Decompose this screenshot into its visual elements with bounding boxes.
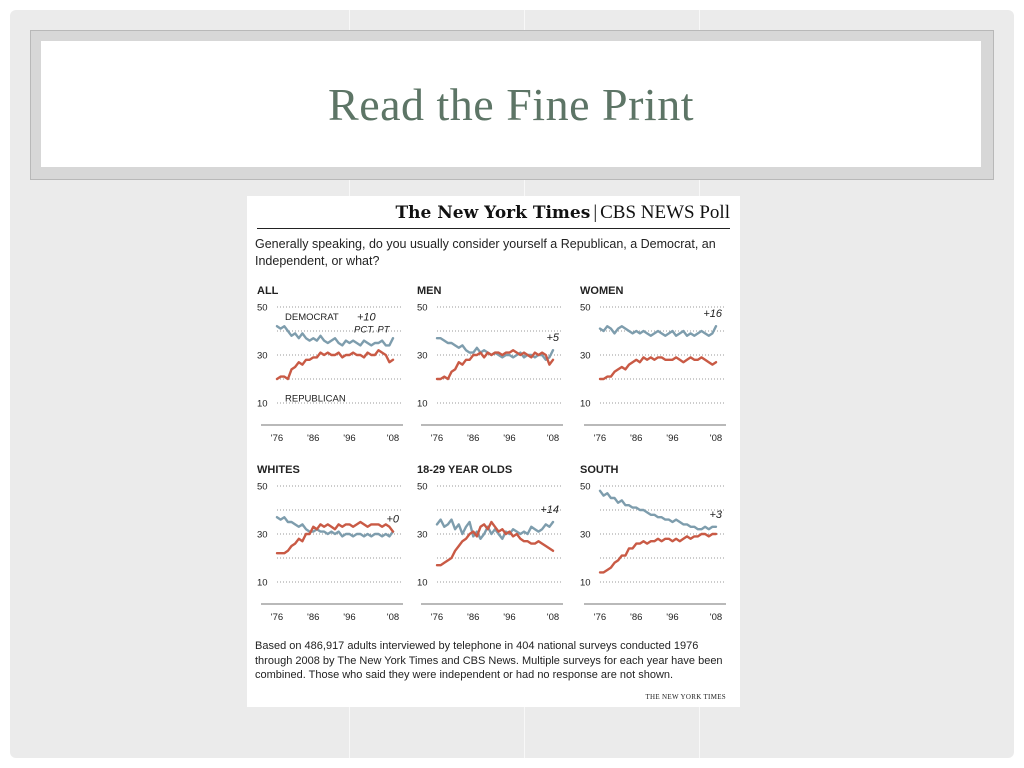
- y-tick-label: 30: [257, 529, 268, 541]
- x-tick-label: '96: [343, 433, 356, 444]
- masthead-separator: |: [593, 202, 598, 223]
- margin-annotation-unit: PCT. PT: [354, 324, 390, 336]
- x-tick-label: '86: [307, 612, 320, 623]
- democrat-line: [437, 338, 553, 360]
- republican-line: [437, 350, 553, 379]
- y-tick-label: 30: [580, 350, 591, 362]
- y-tick-label: 10: [257, 577, 268, 589]
- democrat-line: [600, 326, 716, 336]
- chart-title: ALL: [257, 285, 279, 297]
- chart-title: WHITES: [257, 464, 300, 476]
- y-tick-label: 50: [257, 481, 268, 493]
- charts-grid: [247, 196, 740, 707]
- x-tick-label: '76: [270, 433, 284, 444]
- poll-question: Generally speaking, do you usually consider yourself a Republican, a Democrat, an Independent, or what?: [255, 237, 716, 268]
- x-tick-label: '08: [386, 433, 400, 444]
- y-tick-label: 50: [257, 302, 268, 314]
- margin-annotation: +10: [357, 311, 376, 324]
- x-tick-label: '76: [593, 433, 607, 444]
- x-tick-label: '08: [709, 433, 723, 444]
- margin-annotation: +16: [703, 308, 722, 321]
- x-tick-label: '96: [503, 612, 516, 623]
- y-tick-label: 10: [417, 577, 428, 589]
- y-tick-label: 10: [580, 577, 591, 589]
- chart-title: SOUTH: [580, 464, 619, 476]
- y-tick-label: 30: [417, 350, 428, 362]
- x-tick-label: '96: [666, 433, 679, 444]
- y-tick-label: 10: [580, 398, 591, 410]
- nyt-logo-text: The New York Times: [395, 203, 591, 223]
- x-tick-label: '86: [467, 433, 480, 444]
- x-tick-label: '86: [630, 433, 643, 444]
- x-tick-label: '96: [666, 612, 679, 623]
- credit-line: THE NEW YORK TIMES: [645, 693, 726, 701]
- chart-panel: [580, 285, 726, 444]
- y-tick-label: 10: [417, 398, 428, 410]
- republican-line: [277, 350, 393, 379]
- cbs-poll-text: CBS NEWS Poll: [600, 202, 730, 223]
- chart-panel: [417, 464, 563, 623]
- democrat-line: [437, 520, 553, 539]
- y-tick-label: 50: [580, 302, 591, 314]
- x-tick-label: '96: [343, 612, 356, 623]
- poll-graphic: [247, 196, 740, 707]
- republican-line: [600, 534, 716, 572]
- chart-title: MEN: [417, 285, 442, 297]
- chart-panel: [580, 464, 726, 623]
- x-tick-label: '86: [630, 612, 643, 623]
- x-tick-label: '08: [386, 612, 400, 623]
- series-label-democrat: DEMOCRAT: [285, 312, 339, 324]
- margin-annotation: +5: [546, 332, 559, 345]
- y-tick-label: 30: [257, 350, 268, 362]
- x-tick-label: '08: [546, 433, 560, 444]
- poll-footnote: Based on 486,917 adults interviewed by telephone in 404 national surveys conducted 1976 through 2008 by The New York Times and CBS News. Multiple surveys for each year have been combined. Those who said they were independent or had no response are not shown.: [255, 640, 723, 681]
- x-tick-label: '76: [430, 433, 444, 444]
- title-box: [41, 41, 981, 167]
- chart-title: WOMEN: [580, 285, 624, 297]
- y-tick-label: 50: [417, 302, 428, 314]
- x-tick-label: '86: [307, 433, 320, 444]
- x-tick-label: '08: [546, 612, 560, 623]
- y-tick-label: 50: [417, 481, 428, 493]
- democrat-line: [277, 517, 393, 536]
- republican-line: [277, 522, 393, 553]
- x-tick-label: '08: [709, 612, 723, 623]
- margin-annotation: +3: [709, 508, 722, 521]
- x-tick-label: '76: [270, 612, 284, 623]
- y-tick-label: 30: [580, 529, 591, 541]
- chart-panel: [257, 285, 403, 444]
- margin-annotation: +0: [386, 513, 399, 526]
- republican-line: [600, 357, 716, 379]
- x-tick-label: '96: [503, 433, 516, 444]
- x-tick-label: '76: [430, 612, 444, 623]
- chart-panel: [257, 464, 403, 623]
- margin-annotation: +14: [540, 504, 559, 516]
- title-frame: [30, 30, 994, 180]
- series-label-republican: REPUBLICAN: [285, 393, 346, 405]
- y-tick-label: 30: [417, 529, 428, 541]
- slide-title[interactable]: Read the Fine Print: [328, 78, 694, 130]
- x-tick-label: '86: [467, 612, 480, 623]
- chart-title: 18-29 YEAR OLDS: [417, 464, 513, 476]
- x-tick-label: '76: [593, 612, 607, 623]
- y-tick-label: 10: [257, 398, 268, 410]
- chart-panel: [417, 285, 563, 444]
- y-tick-label: 50: [580, 481, 591, 493]
